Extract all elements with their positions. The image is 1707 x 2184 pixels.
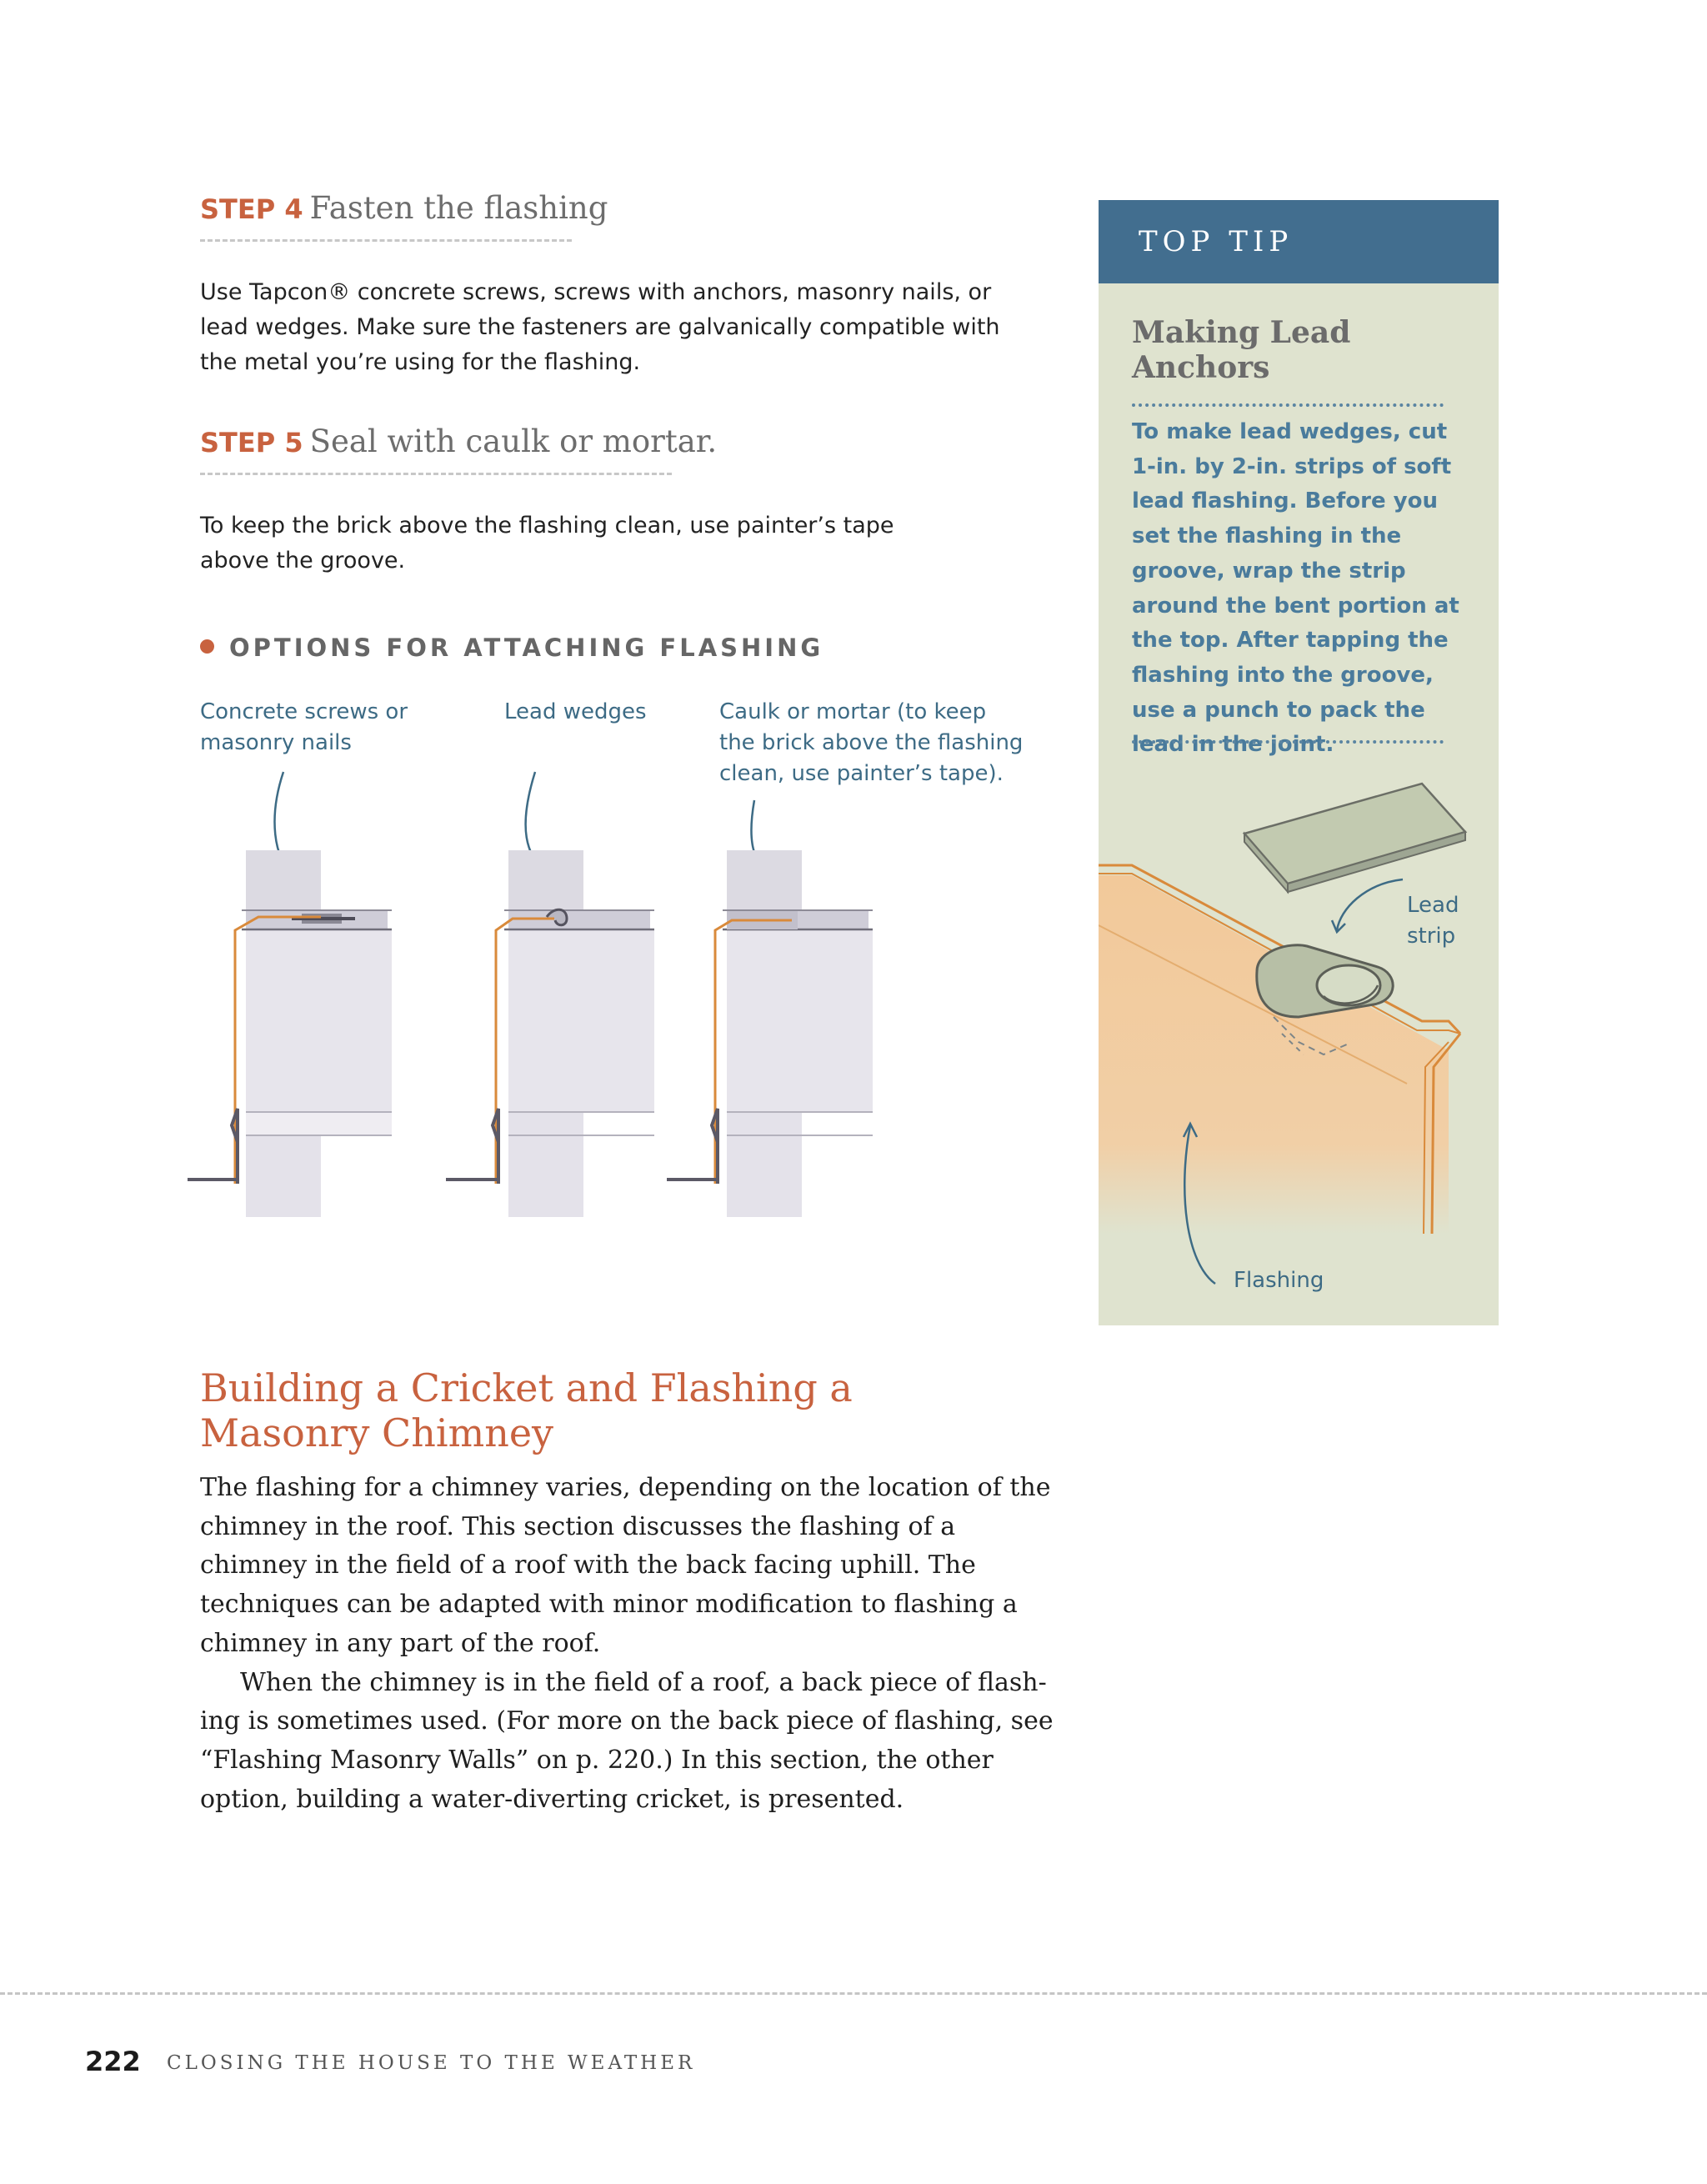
step-4-body: Use Tapcon® concrete screws, screws with anchors, masonry nails, or lead wedges. Make sure the fasteners are galvanically compatible with the metal you’re using for the flashing. [200,279,1000,375]
top-tip-dotted-rule-top [1132,403,1444,407]
callout-lead-strip-line-2: strip [1407,924,1456,949]
step-5-label: STEP 5 [200,427,303,458]
caulk-detail [667,850,873,1217]
section-paragraph-1: The flashing for a chimney varies, depending on the location of the chimney in the roof. This section discusses the flashing of a chimney in the field of a roof with the back facing uphill. The techniques can be adapted with minor modification to flashing a chimney in any part of the roof. [200,1473,1051,1658]
top-tip-title: Making Lead Anchors [1132,315,1351,385]
section-title: Building a Cricket and Flashing a Masonry Chimney [200,1365,853,1455]
callout-lead-strip [1407,890,1490,952]
callout-flashing: Flashing [1234,1268,1324,1293]
screw-detail [188,850,392,1217]
page-number: 222 [85,2046,141,2077]
step-4-title: Fasten the flashing [309,190,608,226]
top-tip-label: TOP TIP [1139,225,1294,258]
section-body [200,1469,1067,1819]
caption-caulk-mortar: Caulk or mortar (to keep the brick above the flashing clean, use painter’s tape). [719,699,1024,786]
callout-lead-strip-line-1: Lead [1407,893,1459,918]
step-4-heading [200,190,608,226]
running-head: CLOSING THE HOUSE TO THE WEATHER [167,2052,696,2074]
bullet-dot-icon [200,639,214,654]
section-paragraph-2: When the chimney is in the field of a roof, a back piece of flash-ing is sometimes used. (For more on the back piece of flashing, see “Flashing Masonry Walls” on p. 220.) In this section, the other option, building a water-diverting cricket, is presented. [200,1667,1054,1814]
caption-concrete-screws: Concrete screws or masonry nails [200,699,408,755]
step-4-divider [200,239,572,242]
step-5-title: Seal with caulk or mortar. [309,423,718,459]
step-4-label: STEP 4 [200,193,303,225]
options-heading [200,634,823,662]
flashing-attachment-illustration [175,767,892,1217]
top-tip-dotted-rule-bottom [1132,740,1444,744]
lead-strip-block [1244,784,1465,892]
caption-lead-wedges: Lead wedges [504,699,647,724]
step-5-heading [200,423,717,459]
lead-anchor-illustration [1099,767,1499,1325]
lead-wedge-detail [446,850,654,1217]
step-5-body: To keep the brick above the flashing clean, use painter’s tape above the groove. [200,513,894,574]
footer-divider [0,1992,1707,1995]
step-5-divider [200,473,672,475]
options-heading-text: OPTIONS FOR ATTACHING FLASHING [229,634,824,662]
top-tip-body: To make lead wedges, cut 1-in. by 2-in. strips of soft lead flashing. Before you set the flashing in the groove, wrap the strip around the bent portion at the top. After tapping the flashing into the groove, use a punch to pack the lead in the joint. [1132,419,1459,758]
